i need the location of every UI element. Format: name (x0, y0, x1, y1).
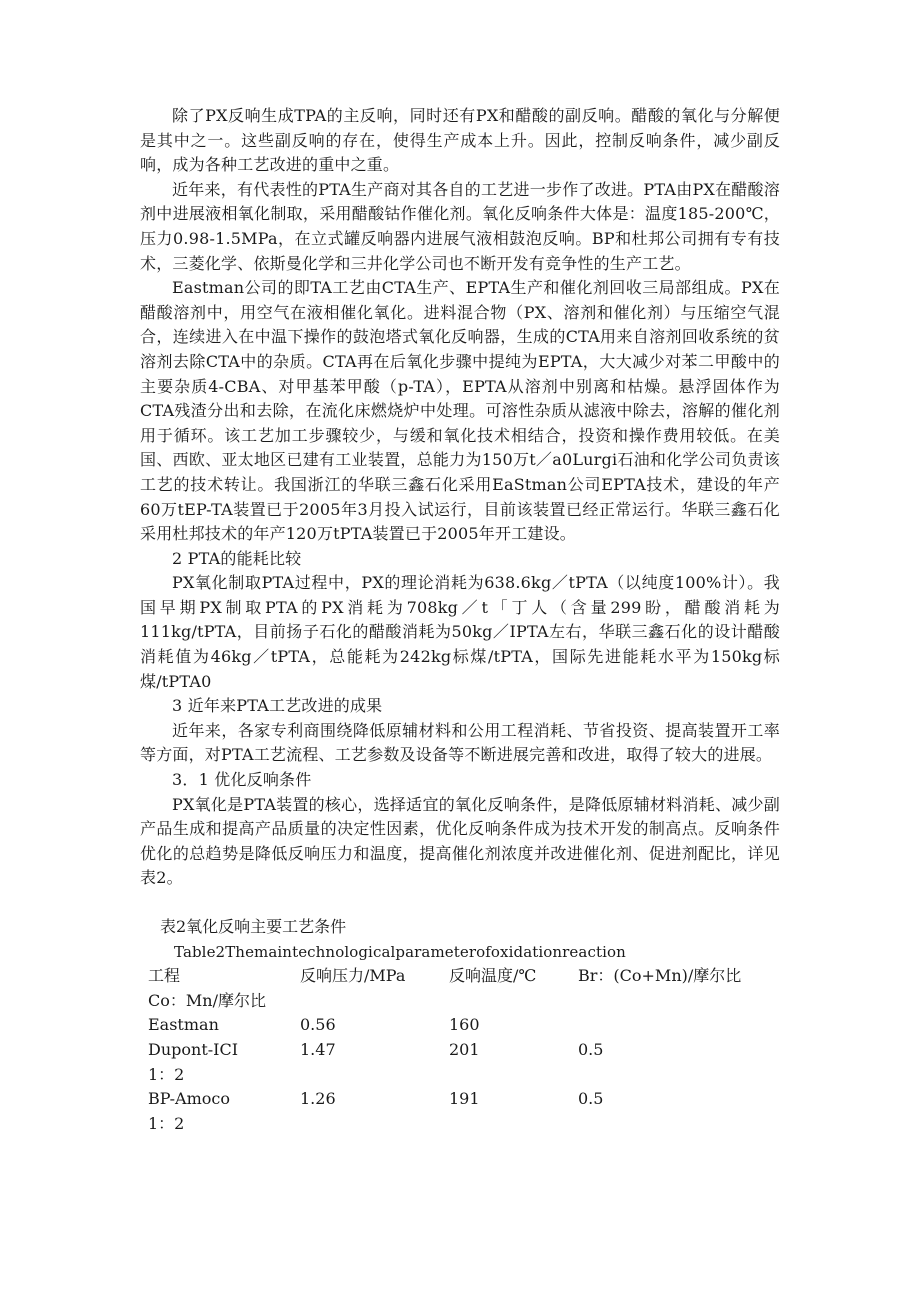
subsection-heading: 3．1 优化反响条件 (172, 770, 312, 790)
table-caption-english: Table2Themaintechnologicalparameterofoxidationreaction (174, 942, 626, 961)
table-caption: 表2氧化反响主要工艺条件 (160, 917, 347, 936)
paragraph: 近年来，有代表性的PTA生产商对其各自的工艺进一步作了改进。PTA由PX在醋酸溶剂中进展液相氧化制取，采用醋酸钴作催化剂。氧化反响条件大体是：温度185-200℃，压力0.98-1.5MPa，在立式罐反响器内进展气液相鼓泡反响。BP和杜邦公司拥有专有技术，三菱化学、依斯曼化学和三井化学公司也不断开发有竞争性的生产工艺。 (140, 179, 780, 273)
cell-br-ratio: 0.5 (578, 1089, 604, 1109)
header-cell: 反响压力/MPa (300, 966, 406, 986)
cell-name: Dupont-ICI (148, 1039, 239, 1059)
table-row-continued (148, 1112, 780, 1137)
section-heading: 3 近年来PTA工艺改进的成果 (172, 696, 383, 716)
header-cell: 反响温度/℃ (449, 966, 537, 986)
paragraph: PX氧化是PTA装置的核心，选择适宜的氧化反响条件，是降低原辅材料消耗、减少副产品生成和提高产品质量的决定性因素，优化反响条件成为技术开发的制高点。反响条件优化的总趋势是降低反响压力和温度，提高催化剂浓度并改进催化剂、促进剂配比，详见表2。 (140, 794, 780, 888)
table-header-row (148, 964, 780, 989)
cell-temperature: 160 (449, 1015, 480, 1035)
cell-name: Eastman (148, 1015, 219, 1035)
table-row (148, 1087, 780, 1112)
cell-name: BP-Amoco (148, 1089, 231, 1109)
cell-co-mn-ratio: 1：2 (148, 1113, 185, 1133)
table-row (148, 1038, 780, 1063)
table-header-row-continued (148, 989, 780, 1014)
cell-br-ratio: 0.5 (578, 1039, 604, 1059)
data-table (148, 964, 780, 1136)
header-cell: 工程 (148, 966, 181, 986)
section-heading: 2 PTA的能耗比较 (172, 548, 302, 568)
header-cell: Co：Mn/摩尔比 (148, 990, 266, 1010)
table-row (148, 1013, 780, 1038)
paragraph: PX氧化制取PTA过程中，PX的理论消耗为638.6kg／tPTA（以纯度100%计）。我国早期PX制取PTA的PX消耗为708kg／t「丁人（含量299盼，醋酸消耗为111kg/tPTA，目前扬子石化的醋酸消耗为50kg／IPTA左右，华联三鑫石化的设计醋酸消耗值为46kg／tPTA，总能耗为242kg标煤/tPTA，国际先进能耗水平为150kg标煤/tPTA0 (140, 573, 780, 691)
cell-temperature: 191 (449, 1089, 480, 1109)
cell-co-mn-ratio: 1：2 (148, 1064, 185, 1084)
cell-pressure: 1.26 (300, 1089, 336, 1109)
paragraph: Eastman公司的即TA工艺由CTA生产、EPTA生产和催化剂回收三局部组成。PX在醋酸溶剂中，用空气在液相催化氧化。进料混合物（PX、溶剂和催化剂）与压缩空气混合，连续进入在中温下操作的鼓泡塔式氧化反响器，生成的CTA用来自溶剂回收系统的贫溶剂去除CTA中的杂质。CTA再在后氧化步骤中提纯为EPTA，大大减少对苯二甲酸中的主要杂质4-CBA、对甲基苯甲酸（p-TA），EPTA从溶剂中别离和枯燥。悬浮固体作为CTA残渣分出和去除，在流化床燃烧炉中处理。可溶性杂质从滤液中除去，溶解的催化剂用于循环。该工艺加工步骤较少，与缓和氧化技术相结合，投资和操作费用较低。在美国、西欧、亚太地区已建有工业装置，总能力为150万t／a0Lurgi石油和化学公司负责该工艺的技术转让。我国浙江的华联三鑫石化采用EaStman公司EPTA技术，建设的年产60万tEP-TA装置已于2005年3月投入试运行，目前该装置已经正常运行。华联三鑫石化采用杜邦技术的年产120万tPTA装置已于2005年开工建设。 (140, 278, 780, 544)
cell-temperature: 201 (449, 1039, 480, 1059)
cell-pressure: 1.47 (300, 1039, 336, 1059)
header-cell: Br：(Co+Mn)/摩尔比 (578, 966, 742, 986)
document-page (140, 104, 780, 1136)
paragraph: 近年来，各家专利商围绕降低原辅材料和公用工程消耗、节省投资、提高装置开工率等方面，对PTA工艺流程、工艺参数及设备等不断进展完善和改进，取得了较大的进展。 (140, 720, 780, 765)
spacer (140, 891, 780, 915)
cell-pressure: 0.56 (300, 1015, 336, 1035)
table-row-continued (148, 1063, 780, 1088)
paragraph: 除了PX反响生成TPA的主反响，同时还有PX和醋酸的副反响。醋酸的氧化与分解便是其中之一。这些副反响的存在，使得生产成本上升。因此，控制反响条件，减少副反响，成为各种工艺改进的重中之重。 (140, 106, 780, 175)
